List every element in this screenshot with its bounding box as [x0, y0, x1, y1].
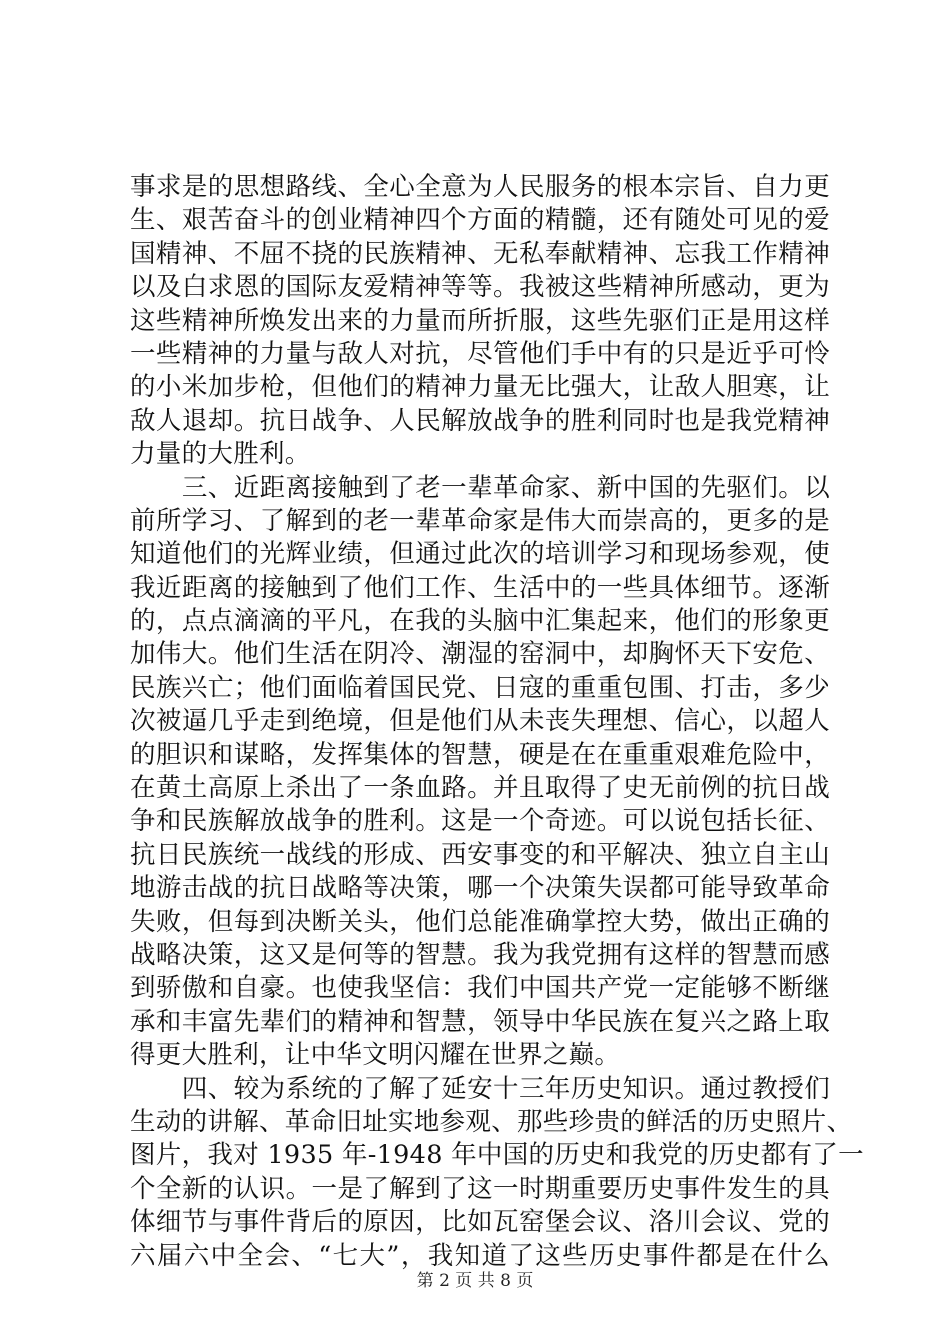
text-line: 六届六中全会、“七大”，我知道了这些历史事件都是在什么 [130, 1240, 830, 1271]
text-line: 的，点点滴滴的平凡，在我的头脑中汇集起来，他们的形象更 [130, 606, 830, 637]
text-line: 事求是的思想路线、全心全意为人民服务的根本宗旨、自力更 [130, 172, 830, 202]
text-line: 我近距离的接触到了他们工作、生活中的一些具体细节。逐渐 [130, 572, 830, 603]
text-line: 的胆识和谋略，发挥集体的智慧，硬是在在重重艰难危险中， [130, 739, 830, 770]
text-line: 在黄土高原上杀出了一条血路。并且取得了史无前例的抗日战 [130, 773, 830, 804]
text-line: 承和丰富先辈们的精神和智慧，领导中华民族在复兴之路上取 [130, 1006, 830, 1037]
text-line: 以及白求恩的国际友爱精神等等。我被这些精神所感动，更为 [130, 272, 830, 303]
text-line: 的小米加步枪，但他们的精神力量无比强大，让敌人胆寒，让 [130, 372, 830, 403]
text-line: 一些精神的力量与敌人对抗，尽管他们手中有的只是近乎可怜 [130, 338, 830, 369]
text-line: 失败，但每到决断关头，他们总能准确掌控大势，做出正确的 [130, 906, 830, 937]
text-line: 三、近距离接触到了老一辈革命家、新中国的先驱们。以 [130, 472, 830, 503]
text-line: 知道他们的光辉业绩，但通过此次的培训学习和现场参观，使 [130, 539, 830, 570]
text-line: 地游击战的抗日战略等决策，哪一个决策失误都可能导致革命 [130, 873, 830, 904]
text-line: 国精神、不屈不挠的民族精神、无私奉献精神、忘我工作精神 [130, 238, 830, 269]
text-line: 体细节与事件背后的原因，比如瓦窑堡会议、洛川会议、党的 [130, 1207, 830, 1238]
text-line: 个全新的认识。一是了解到了这一时期重要历史事件发生的具 [130, 1173, 830, 1204]
text-line: 前所学习、了解到的老一辈革命家是伟大而崇高的，更多的是 [130, 505, 830, 536]
text-line: 到骄傲和自豪。也使我坚信：我们中国共产党一定能够不断继 [130, 973, 830, 1004]
text-line: 抗日民族统一战线的形成、西安事变的和平解决、独立自主山 [130, 839, 830, 870]
text-line: 这些精神所焕发出来的力量而所折服，这些先驱们正是用这样 [130, 305, 830, 336]
text-line: 敌人退却。抗日战争、人民解放战争的胜利同时也是我党精神 [130, 405, 830, 436]
text-line: 加伟大。他们生活在阴冷、潮湿的窑洞中，却胸怀天下安危、 [130, 639, 830, 670]
text-line: 四、较为系统的了解了延安十三年历史知识。通过教授们 [130, 1073, 830, 1104]
page-footer: 第 2 页 共 8 页 [416, 1271, 534, 1291]
text-line: 战略决策，这又是何等的智慧。我为我党拥有这样的智慧而感 [130, 939, 830, 970]
text-line: 争和民族解放战争的胜利。这是一个奇迹。可以说包括长征、 [130, 806, 830, 837]
text-line: 力量的大胜利。 [130, 439, 311, 470]
text-line: 得更大胜利，让中华文明闪耀在世界之巅。 [130, 1040, 621, 1071]
body-text [130, 171, 864, 1273]
text-line: 次被逼几乎走到绝境，但是他们从未丧失理想、信心，以超人 [130, 706, 830, 737]
text-line: 图片，我对 1935 年-1948 年中国的历史和我党的历史都有了一 [130, 1140, 864, 1171]
text-line: 民族兴亡；他们面临着国民党、日寇的重重包围、打击，多少 [130, 672, 830, 703]
text-line: 生动的讲解、革命旧址实地参观、那些珍贵的鲜活的历史照片、 [130, 1106, 853, 1137]
text-line: 生、艰苦奋斗的创业精神四个方面的精髓，还有随处可见的爱 [130, 205, 830, 236]
